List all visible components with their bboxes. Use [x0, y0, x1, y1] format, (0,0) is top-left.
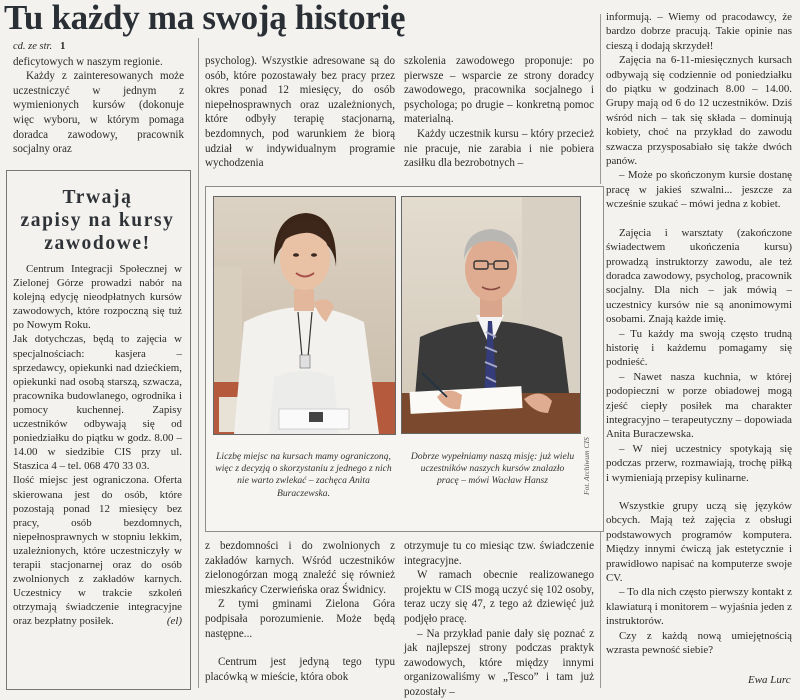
paragraph: Centrum Integracji Społecznej w Zielonej Górze prowadzi nabór na kolejną edycję nieodpłatnych kursów zawodowych, które rozpoczną się tuż po Nowym Roku.: [13, 263, 182, 332]
paragraph-text: Ilość miejsc jest ograniczona. Oferta skierowana jest do osób, które pozostają ponad 12 miesięcy bez pracy, osób bezdomnych, niepełnosprawnych w stopniu lekkim, uzależnionych, które uczestniczyły w terapii stacjonarnej oraz do osób zwolnionych z zakładów karnych. Uczestnicy w trakcie szkoleń otrzymają świadczenie integracyjne oraz bezpłatny posiłek.: [13, 474, 182, 628]
paragraph: z bezdomności i do zwolnionych z zakładów karnych. Wśród uczestników zielonogórzan mogą znaleźć się również mieszkańcy Czerwieńska oraz Świdnicy.: [205, 540, 395, 596]
column-divider: [198, 38, 199, 688]
photo-caption-right: Dobrze wypełniamy naszą misję: już wielu uczestników naszych kursów znalazło pracę – mówi Wacław Hansz: [410, 451, 575, 487]
paragraph: Każdy uczestnik kursu – który przecież nie pracuje, nie zarabia i nie pobiera zasiłku dla bezrobotnych –: [404, 127, 594, 170]
paragraph: informują. – Wiemy od pracodawcy, że bardzo dobrze pracują. Takie opinie nas cieszą i dodają skrzydeł!: [606, 11, 792, 52]
column-divider: [600, 14, 601, 184]
article-title: Tu każdy ma swoją historię: [4, 0, 406, 37]
photo-credit: Fot. Archiwum CIS: [582, 437, 591, 495]
paragraph: – W niej uczestnicy spotykają się podczas przerw, rozmawiają, trochę piłką i wymieniają przepisy kulinarne.: [606, 442, 792, 484]
paragraph: Wszystkie grupy uczą się języków obcych. Mają też zajęcia z obsługi podstawowych programów komputera. Między innymi ćwiczą jak estetycznie i prawidłowo napisać na komputerze swoje CV.: [606, 500, 792, 585]
sidebar-title: [6, 186, 189, 255]
paragraph: szkolenia zawodowego proponuje: po pierwsze – wsparcie ze strony doradcy zawodowego, pracownika socjalnego i psychologa; po drugie – konkretną pomoc materialną.: [404, 55, 594, 126]
photo-waclaw-hansz: [401, 196, 581, 434]
paragraph: Czy z każdą nową umiejętnością wzrasta pewność siebie?: [606, 629, 792, 657]
column-4: [606, 10, 792, 657]
sidebar-title-line: zapisy na kursy: [20, 210, 175, 231]
paragraph: Z tymi gminami Zielona Góra podpisała porozumienie. Może będą następne...: [205, 598, 395, 640]
paragraph: Jak dotychczas, będą to zajęcia w specjalnościach: kasjera – sprzedawcy, opiekunki nad dziećkiem, opiekunki nad osobą starszą, szwacza, pracownika budowlanego, ogrodnika i pomocy kuchennej. Zapisy uczestników odbywają się od poniedziałku do piątku w godz. 8.00 – 14.00 w siedzibie CIS przy ul. Staszica 4 – tel. 068 470 33 03.: [13, 333, 182, 473]
photo-anita-buraczewska: [213, 196, 396, 435]
column-3-top: [404, 54, 594, 171]
woman-photo-image: [214, 197, 395, 434]
paragraph: – Może po skończonym kursie dostanę pracę w jakieś szwalni... jeszcze za wcześnie szukać – mówi jedna z kobiet.: [606, 169, 792, 211]
sidebar-signature: (el): [166, 615, 182, 628]
column-1-top: [13, 40, 184, 157]
sidebar-body: [13, 262, 182, 628]
paragraph: Każdy z zainteresowanych może uczestniczyć w jednym z wymienionych kursów (dokonuje więc wyboru, w którym pomaga doradca zawodowy, pracownik socjalny oraz: [13, 70, 184, 156]
column-2-top: [205, 54, 395, 171]
continued-label: cd. ze str.: [13, 41, 53, 52]
paragraph: psycholog). Wszystkie adresowane są do osób, które pozostawały bez pracy przez okres ponad 12 miesięcy, do osób niepełnosprawnych oraz uzależnionych, które odbyły terapię stacjonarną, bezdomnych, pod warunkiem że biorą udział w indywidualnym programie wychodzenia: [205, 55, 395, 170]
paragraph: – To dla nich często pierwszy kontakt z klawiaturą i monitorem – wyjaśnia jeden z instruktorów.: [606, 586, 792, 628]
continued-marker: [13, 40, 184, 55]
paragraph: Centrum jest jedyną tego typu placówką w mieście, która obok: [205, 656, 395, 683]
paragraph: [13, 473, 182, 628]
paragraph: – Na przykład panie dały się poznać z jak najlepszej strony podczas praktyk zawodowych, które między innymi organizowaliśmy w „Tesco” i tam już pozostały –: [404, 627, 594, 698]
column-3-bottom: [404, 539, 594, 700]
man-photo-image: [402, 197, 580, 433]
paragraph: Zajęcia i warsztaty (zakończone świadectwem ukończenia kursu) prowadzą instruktorzy zawodu, ale też doradca zawodowy, psycholog, pracownik socjalny. Dla nich – jak mówią – uczestnicy kursów nie są anonimowymi osobami. Znają każde imię.: [606, 226, 792, 326]
paragraph: W ramach obecnie realizowanego projektu w CIS mogą uczyć się 102 osoby, teraz uczy się 47, z tego aż dziewięć już podjęło pracę.: [404, 569, 594, 625]
continued-page: 1: [60, 41, 66, 52]
photo-caption-left: Liczbę miejsc na kursach mamy ograniczoną, więc z decyzją o skorzystaniu z jednego z nich nie warto zwlekać – zachęca Anita Buraczewska.: [215, 451, 392, 499]
column-divider: [600, 530, 601, 688]
paragraph: otrzymuje tu co miesiąc tzw. świadczenie integracyjne.: [404, 540, 594, 567]
paragraph: – Tu każdy ma swoją często trudną historię i każdemu pomagamy się podnieść.: [606, 327, 792, 369]
author-signature: Ewa Lurc: [748, 674, 791, 686]
sidebar-title-line: Trwają: [62, 187, 133, 208]
paragraph: – Nawet nasza kuchnia, w której podopieczni w porze obiadowej mogą zjeść ciepły posiłek ma charakter integracyjno – terapeutyczny – dopowiada Anita Buraczewska.: [606, 370, 792, 441]
column-2-bottom: [205, 539, 395, 684]
paragraph: Zajęcia na 6-11-miesięcznych kursach odbywają się codziennie od poniedziałku do piątku w godzinach 8.00 – 14.00. Grupy mają od 6 do 12 uczestników. Dziś wśród nich – tak się składa – dominują kobiety, choć na przykład do zawodu szwacza przysposabiało się także dwóch panów.: [606, 54, 792, 168]
sidebar-title-line: zawodowe!: [44, 233, 151, 254]
paragraph: deficytowych w naszym regionie.: [13, 55, 163, 68]
